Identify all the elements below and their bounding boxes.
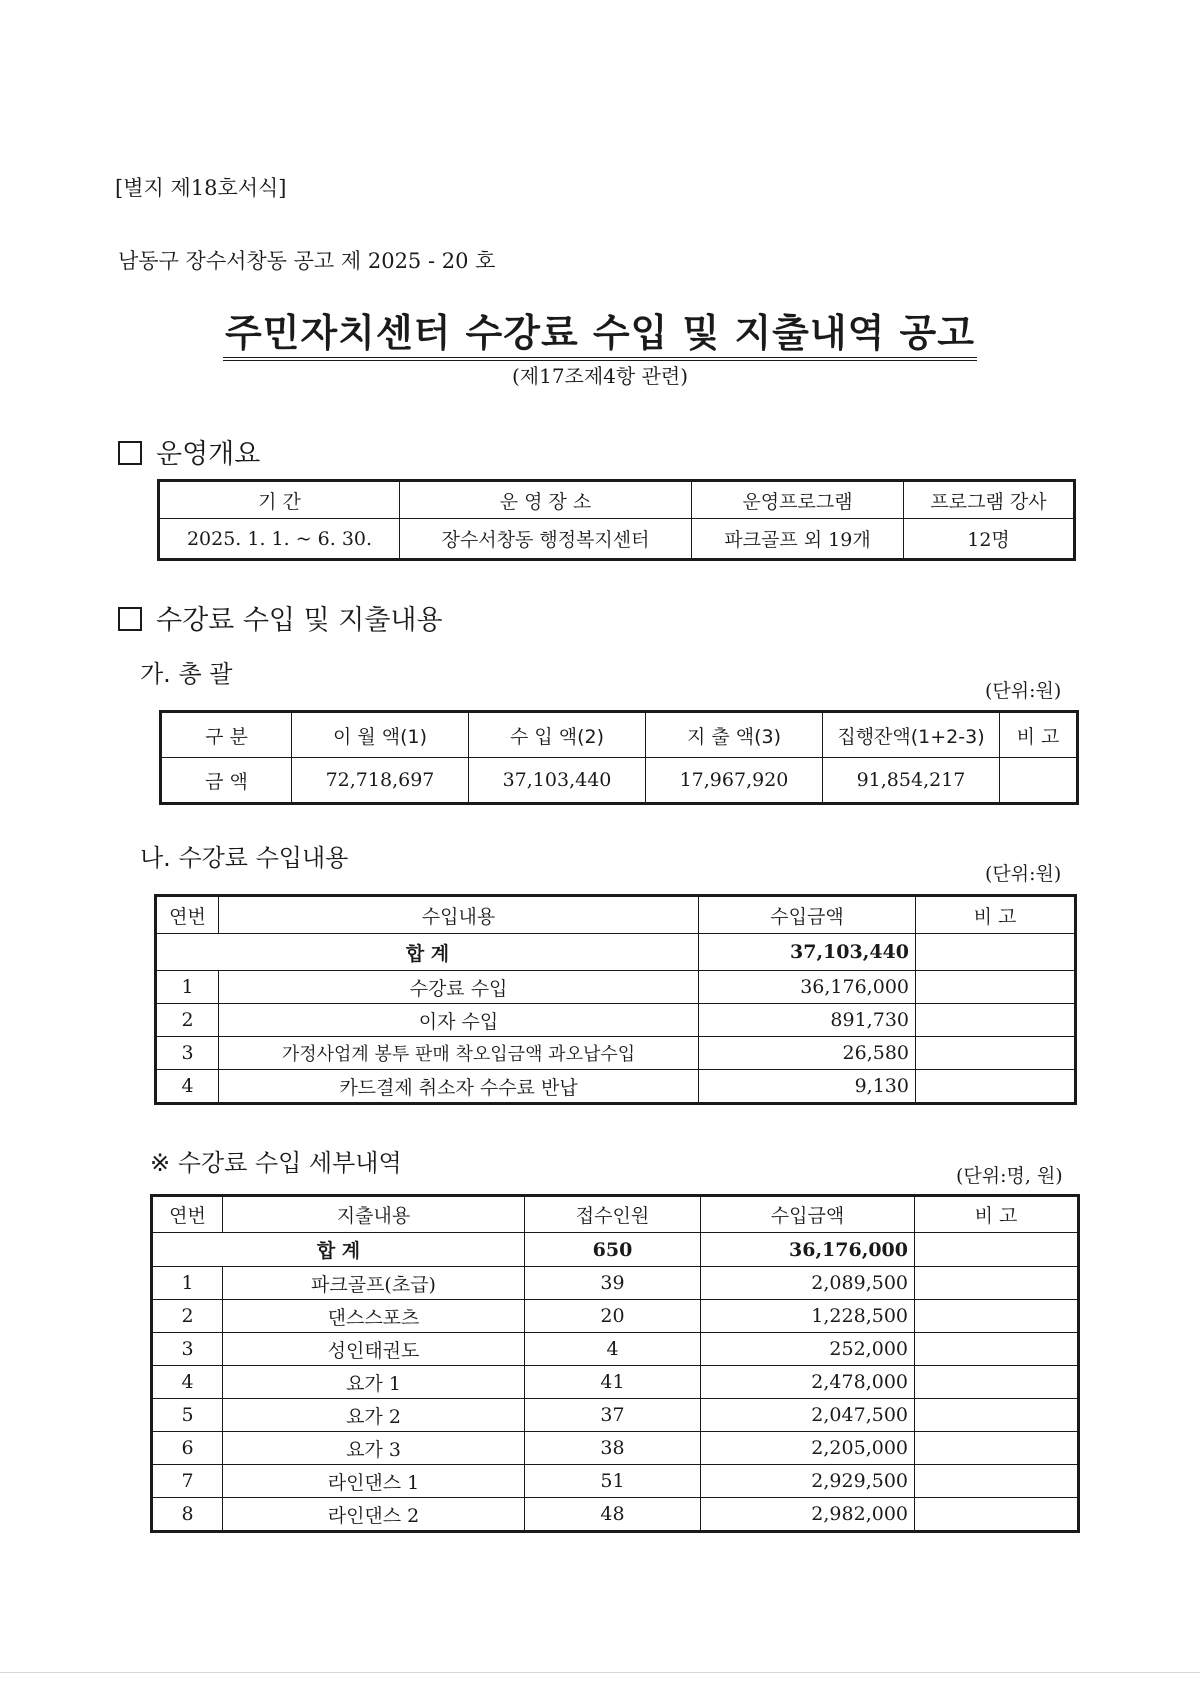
- detail-name: 요가 3: [223, 1432, 525, 1465]
- detail-count: 41: [525, 1366, 701, 1399]
- detail-no: 5: [153, 1399, 223, 1432]
- income-no: 2: [157, 1004, 219, 1037]
- income-no: 3: [157, 1037, 219, 1070]
- detail-header-cell: 수입금액: [701, 1197, 915, 1233]
- detail-total-row: [153, 1233, 1078, 1267]
- checkbox-square-icon: [118, 607, 142, 631]
- summary-cell: 17,967,920: [646, 758, 823, 803]
- overview-cell: 장수서창동 행정복지센터: [400, 519, 692, 559]
- summary-header-cell: 비 고: [1000, 713, 1077, 758]
- income-unit: (단위:원): [985, 863, 1062, 885]
- detail-note: [915, 1300, 1078, 1333]
- table-row: [153, 1432, 1078, 1465]
- detail-header-row: [153, 1197, 1078, 1233]
- table-row: [153, 1267, 1078, 1300]
- detail-unit: (단위:명, 원): [956, 1165, 1063, 1187]
- summary-header-cell: 수 입 액(2): [469, 713, 646, 758]
- income-header-row: [157, 897, 1075, 934]
- detail-amount: 252,000: [701, 1333, 915, 1366]
- detail-count: 51: [525, 1465, 701, 1498]
- detail-count: 20: [525, 1300, 701, 1333]
- summary-cell: 37,103,440: [469, 758, 646, 803]
- income-header-cell: 연번: [157, 897, 219, 934]
- income-amount: 9,130: [699, 1070, 916, 1103]
- overview-heading-text: 운영개요: [156, 439, 261, 470]
- detail-name: 요가 2: [223, 1399, 525, 1432]
- detail-amount: 2,982,000: [701, 1498, 915, 1531]
- overview-row: [160, 519, 1074, 559]
- table-row: [153, 1465, 1078, 1498]
- income-desc: 카드결제 취소자 수수료 반납: [219, 1070, 699, 1103]
- summary-unit: (단위:원): [985, 680, 1062, 702]
- detail-count: 38: [525, 1432, 701, 1465]
- detail-count: 48: [525, 1498, 701, 1531]
- detail-count: 39: [525, 1267, 701, 1300]
- detail-note: [915, 1399, 1078, 1432]
- table-row: [153, 1366, 1078, 1399]
- overview-header-cell: 운 영 장 소: [400, 482, 692, 519]
- detail-note: [915, 1267, 1078, 1300]
- overview-header-cell: 기 간: [160, 482, 400, 519]
- detail-note: [915, 1498, 1078, 1531]
- summary-row: [162, 758, 1077, 803]
- detail-note: [915, 1366, 1078, 1399]
- scan-artifact-line: [0, 1672, 1200, 1673]
- overview-header-cell: 운영프로그램: [692, 482, 904, 519]
- detail-no: 8: [153, 1498, 223, 1531]
- detail-name: 라인댄스 1: [223, 1465, 525, 1498]
- table-row: [157, 1004, 1075, 1037]
- income-amount: 36,176,000: [699, 971, 916, 1004]
- table-row: [153, 1300, 1078, 1333]
- detail-amount: 2,205,000: [701, 1432, 915, 1465]
- detail-table: [152, 1196, 1078, 1531]
- income-no: 1: [157, 971, 219, 1004]
- summary-header-cell: 집행잔액(1+2-3): [823, 713, 1000, 758]
- summary-cell: [1000, 758, 1077, 803]
- income-section-heading: [118, 598, 443, 637]
- form-number: [별지 제18호서식]: [115, 176, 287, 200]
- overview-cell: 12명: [904, 519, 1074, 559]
- table-row: [153, 1498, 1078, 1531]
- title-text: 주민자치센터 수강료 수입 및 지출내역 공고: [223, 311, 977, 361]
- income-section-heading-text: 수강료 수입 및 지출내용: [156, 605, 443, 636]
- summary-cell: 91,854,217: [823, 758, 1000, 803]
- income-desc: 이자 수입: [219, 1004, 699, 1037]
- summary-header-cell: 지 출 액(3): [646, 713, 823, 758]
- income-header-cell: 수입금액: [699, 897, 916, 934]
- income-total-label: 합 계: [157, 934, 699, 971]
- overview-header-row: [160, 482, 1074, 519]
- summary-cell: 72,718,697: [292, 758, 469, 803]
- detail-header-cell: 비 고: [915, 1197, 1078, 1233]
- detail-no: 4: [153, 1366, 223, 1399]
- income-total-note: [916, 934, 1075, 971]
- table-row: [157, 1037, 1075, 1070]
- detail-note: [915, 1432, 1078, 1465]
- detail-header-cell: 지출내용: [223, 1197, 525, 1233]
- detail-header-cell: 접수인원: [525, 1197, 701, 1233]
- income-heading: 나. 수강료 수입내용: [140, 844, 349, 872]
- detail-no: 7: [153, 1465, 223, 1498]
- detail-heading: ※ 수강료 수입 세부내역: [150, 1149, 402, 1177]
- summary-header-cell: 구 분: [162, 713, 292, 758]
- detail-name: 요가 1: [223, 1366, 525, 1399]
- income-desc: 가정사업계 봉투 판매 착오입금액 과오납수입: [219, 1037, 699, 1070]
- overview-table: [159, 481, 1074, 559]
- table-row: [157, 971, 1075, 1004]
- checkbox-square-icon: [118, 441, 142, 465]
- income-desc: 수강료 수입: [219, 971, 699, 1004]
- overview-header-cell: 프로그램 강사: [904, 482, 1074, 519]
- detail-note: [915, 1465, 1078, 1498]
- income-header-cell: 수입내용: [219, 897, 699, 934]
- income-no: 4: [157, 1070, 219, 1103]
- detail-total-amount: 36,176,000: [701, 1233, 915, 1267]
- summary-header-row: [162, 713, 1077, 758]
- detail-name: 파크골프(초급): [223, 1267, 525, 1300]
- detail-total-label: 합 계: [153, 1233, 525, 1267]
- income-amount: 891,730: [699, 1004, 916, 1037]
- detail-amount: 1,228,500: [701, 1300, 915, 1333]
- income-note: [916, 1070, 1075, 1103]
- detail-header-cell: 연번: [153, 1197, 223, 1233]
- detail-total-note: [915, 1233, 1078, 1267]
- income-note: [916, 971, 1075, 1004]
- detail-count: 37: [525, 1399, 701, 1432]
- table-row: [153, 1399, 1078, 1432]
- detail-amount: 2,047,500: [701, 1399, 915, 1432]
- summary-heading: 가. 총 괄: [140, 660, 233, 688]
- income-table: [156, 896, 1075, 1103]
- income-total-row: [157, 934, 1075, 971]
- detail-name: 라인댄스 2: [223, 1498, 525, 1531]
- income-note: [916, 1004, 1075, 1037]
- detail-amount: 2,478,000: [701, 1366, 915, 1399]
- detail-amount: 2,929,500: [701, 1465, 915, 1498]
- income-note: [916, 1037, 1075, 1070]
- detail-no: 1: [153, 1267, 223, 1300]
- overview-cell: 파크골프 외 19개: [692, 519, 904, 559]
- detail-name: 댄스스포츠: [223, 1300, 525, 1333]
- overview-heading: [118, 432, 260, 471]
- summary-header-cell: 이 월 액(1): [292, 713, 469, 758]
- detail-count: 4: [525, 1333, 701, 1366]
- detail-name: 성인태권도: [223, 1333, 525, 1366]
- page-subtitle: (제17조제4항 관련): [511, 364, 689, 388]
- income-header-cell: 비 고: [916, 897, 1075, 934]
- overview-cell: 2025. 1. 1. ~ 6. 30.: [160, 519, 400, 559]
- summary-cell: 금 액: [162, 758, 292, 803]
- table-row: [153, 1333, 1078, 1366]
- detail-note: [915, 1333, 1078, 1366]
- detail-total-count: 650: [525, 1233, 701, 1267]
- detail-no: 2: [153, 1300, 223, 1333]
- income-amount: 26,580: [699, 1037, 916, 1070]
- table-row: [157, 1070, 1075, 1103]
- income-total-amount: 37,103,440: [699, 934, 916, 971]
- summary-table: [161, 712, 1077, 803]
- detail-no: 6: [153, 1432, 223, 1465]
- page-title: [0, 302, 1200, 357]
- detail-no: 3: [153, 1333, 223, 1366]
- detail-amount: 2,089,500: [701, 1267, 915, 1300]
- notice-number: 남동구 장수서창동 공고 제 2025 - 20 호: [118, 249, 496, 273]
